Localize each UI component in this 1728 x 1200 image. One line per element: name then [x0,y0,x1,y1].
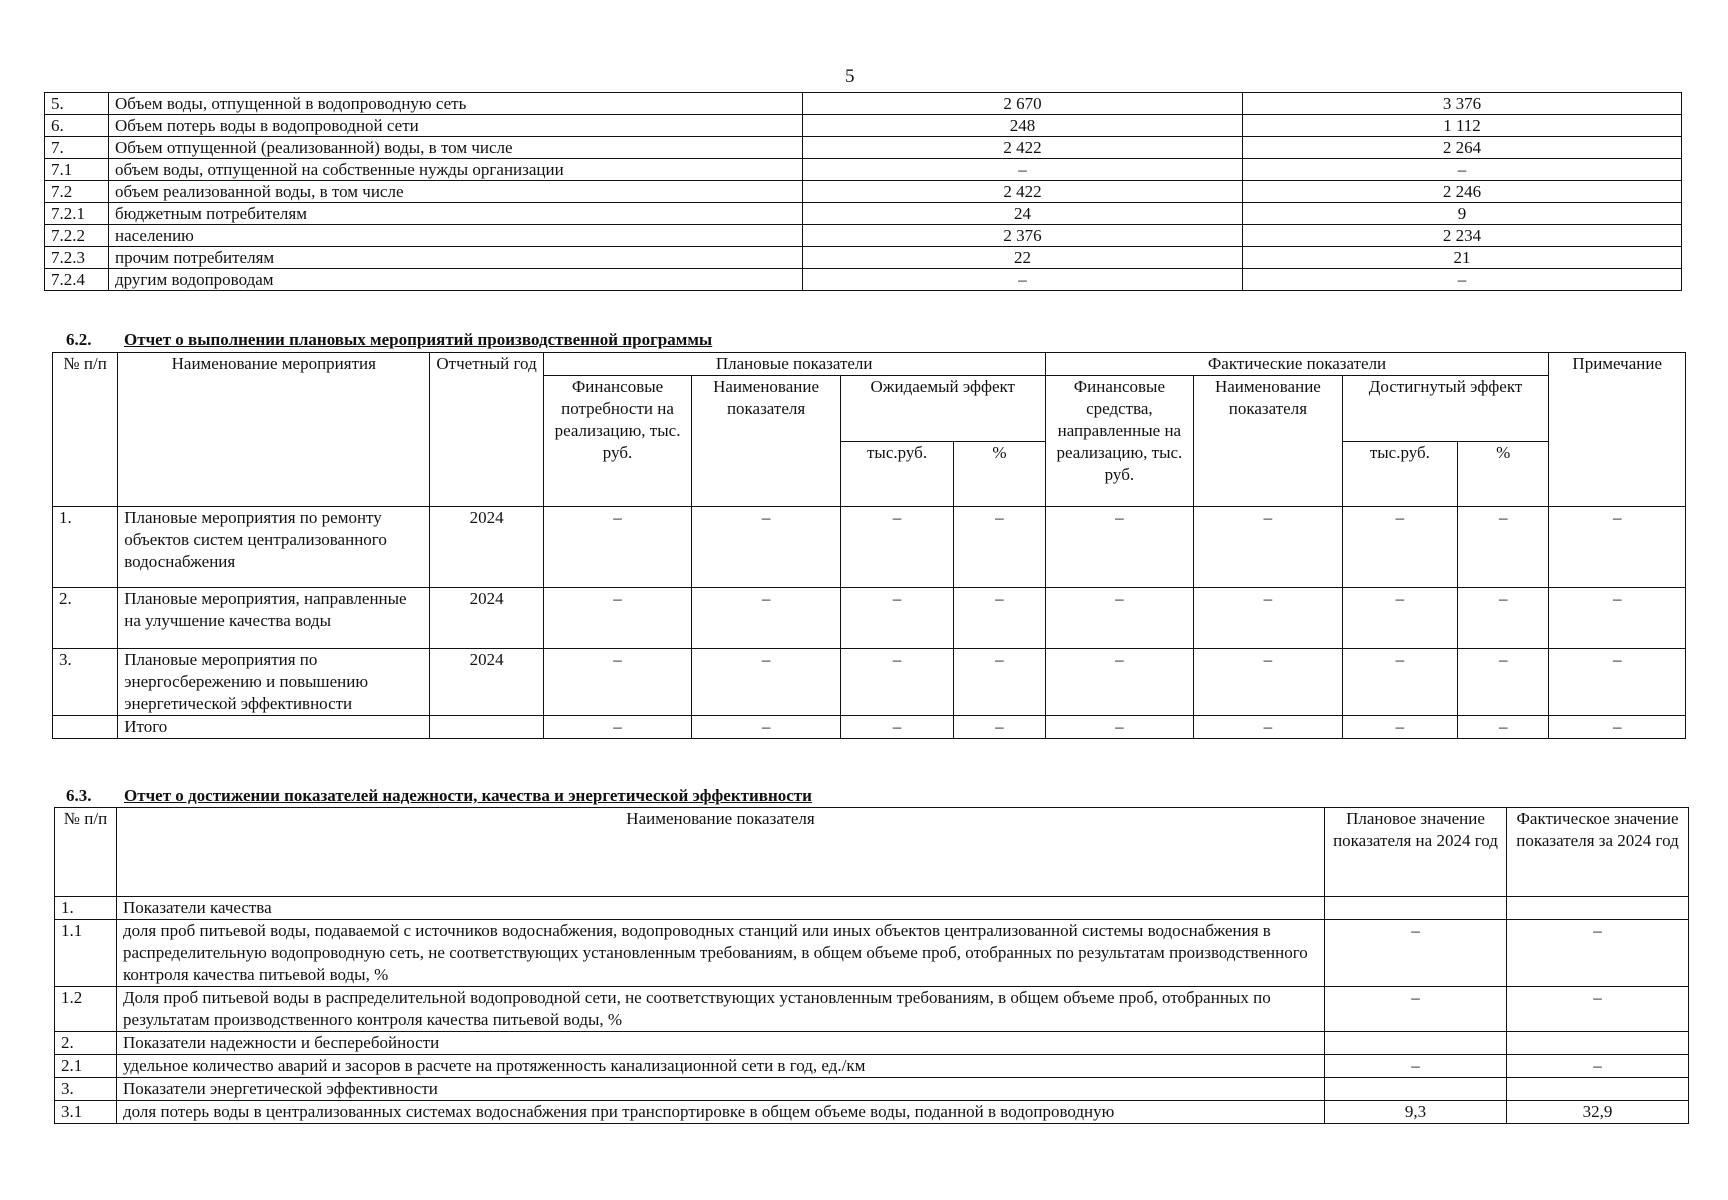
indicator-name: удельное количество аварий и засоров в расчете на протяженность канализационной сети в год, ед./км [117,1055,1325,1078]
value-cell: – [954,649,1045,716]
row-name: Объем потерь воды в водопроводной сети [109,115,803,137]
row-number: 1. [53,507,118,588]
header-note: Примечание [1549,353,1686,507]
value-cell: – [1342,649,1457,716]
row-number: 2.1 [55,1055,117,1078]
header-indicator-name: Наименование показателя [117,808,1325,897]
row-name: объем реализованной воды, в том числе [109,181,803,203]
row-number: 7.2.3 [45,247,109,269]
indicator-name: Показатели надежности и бесперебойности [117,1032,1325,1055]
header-num: № п/п [53,353,118,507]
header-plan-finance: Финансовые потребности на реализацию, тыс. руб. [543,376,692,507]
value-cell: – [1194,507,1343,588]
value-cell: – [692,716,841,739]
value-cell: – [1342,588,1457,649]
fact-value: – [1243,269,1682,291]
plan-value: – [1325,987,1507,1032]
header-fact-pct: % [1458,441,1549,507]
row-number: 7.2 [45,181,109,203]
fact-value: 1 112 [1243,115,1682,137]
section-title-text: Отчет о выполнении плановых мероприятий производственной программы [124,330,713,349]
indicators-table [54,807,1689,1124]
row-name: бюджетным потребителям [109,203,803,225]
header-measure-name: Наименование мероприятия [118,353,430,507]
header-plan-rub: тыс.руб. [840,441,953,507]
value-cell: – [840,588,953,649]
header-fact-finance: Финансовые средства, направленные на реализацию, тыс. руб. [1045,376,1194,507]
fact-value [1507,897,1689,920]
indicator-name: Доля проб питьевой воды в распределительной водопроводной сети, не соответствующих установленным требованиям, в общем объеме проб, отобранных по результатам производственного контроля качества питьевой воды, % [117,987,1325,1032]
table-row [55,1078,1689,1101]
page-number: 5 [845,66,855,87]
table-row [53,649,1686,716]
plan-value [1325,1032,1507,1055]
row-name: Объем воды, отпущенной в водопроводную сеть [109,93,803,115]
row-number: 6. [45,115,109,137]
header-expected-effect: Ожидаемый эффект [840,376,1045,442]
plan-value [1325,1078,1507,1101]
table-row [45,269,1682,291]
fact-value: – [1243,159,1682,181]
section-6-3-title [66,786,812,806]
plan-value: 248 [803,115,1243,137]
fact-value: – [1507,920,1689,987]
plan-value: 2 670 [803,93,1243,115]
row-name: объем воды, отпущенной на собственные нужды организации [109,159,803,181]
header-achieved-effect: Достигнутый эффект [1342,376,1549,442]
header-num: № п/п [55,808,117,897]
value-cell: – [543,716,692,739]
header-plan-indicator: Наименование показателя [692,376,841,507]
row-number: 1.1 [55,920,117,987]
table-row [45,225,1682,247]
value-cell: – [954,507,1045,588]
table-row [53,716,1686,739]
plan-value: 9,3 [1325,1101,1507,1124]
value-cell: – [840,716,953,739]
value-cell: – [840,507,953,588]
plan-value [1325,897,1507,920]
section-number: 6.3. [66,786,92,805]
row-number: 2. [55,1032,117,1055]
row-number: 3. [53,649,118,716]
value-cell: – [1194,649,1343,716]
row-name: прочим потребителям [109,247,803,269]
value-cell: – [1458,588,1549,649]
value-cell: – [1342,507,1457,588]
indicator-name: доля потерь воды в централизованных системах водоснабжения при транспортировке в общем объеме воды, поданной в водопроводную [117,1101,1325,1124]
row-number: 7.1 [45,159,109,181]
report-year [430,716,543,739]
value-cell: – [1045,716,1194,739]
value-cell: – [1549,588,1686,649]
value-cell: – [1458,716,1549,739]
planned-measures-table [52,352,1686,739]
plan-value: – [803,159,1243,181]
table-row [53,588,1686,649]
indicator-name: доля проб питьевой воды, подаваемой с источников водоснабжения, водопроводных станций или иных объектов централизованной системы водоснабжения в распределительную водопроводную сеть, не соответствующих установленным требованиям, в общем объеме проб, отобранных по результатам производственного контроля качества питьевой воды, % [117,920,1325,987]
table-row [55,1055,1689,1078]
table-row [55,1101,1689,1124]
table-row [55,920,1689,987]
plan-value: 2 376 [803,225,1243,247]
header-fact-indicator: Наименование показателя [1194,376,1343,507]
table-row [45,203,1682,225]
fact-value [1507,1032,1689,1055]
fact-value: – [1507,987,1689,1032]
row-number [53,716,118,739]
plan-value: – [1325,1055,1507,1078]
table-row [45,247,1682,269]
fact-value: 21 [1243,247,1682,269]
value-cell: – [954,716,1045,739]
table-row [45,159,1682,181]
row-name: Объем отпущенной (реализованной) воды, в том числе [109,137,803,159]
table-row [45,137,1682,159]
value-cell: – [692,649,841,716]
fact-value: – [1507,1055,1689,1078]
row-name: населению [109,225,803,247]
value-cell: – [1342,716,1457,739]
measure-name: Итого [118,716,430,739]
value-cell: – [1045,588,1194,649]
row-name: другим водопроводам [109,269,803,291]
header-plan-pct: % [954,441,1045,507]
fact-value: 2 264 [1243,137,1682,159]
table-row [45,115,1682,137]
value-cell: – [543,649,692,716]
header-planned: Плановые показатели [543,353,1045,376]
value-cell: – [1194,716,1343,739]
section-number: 6.2. [66,330,92,349]
table-row [45,93,1682,115]
table-row [55,897,1689,920]
value-cell: – [692,507,841,588]
row-number: 7.2.1 [45,203,109,225]
row-number: 5. [45,93,109,115]
measure-name: Плановые мероприятия по ремонту объектов систем централизованного водоснабжения [118,507,430,588]
measure-name: Плановые мероприятия по энергосбережению и повышению энергетической эффективности [118,649,430,716]
row-number: 3.1 [55,1101,117,1124]
value-cell: – [840,649,953,716]
section-title-text: Отчет о достижении показателей надежности, качества и энергетической эффективности [124,786,812,805]
value-cell: – [1549,649,1686,716]
value-cell: – [1458,649,1549,716]
table-row [45,181,1682,203]
fact-value: 3 376 [1243,93,1682,115]
table-row [55,1032,1689,1055]
indicator-name: Показатели качества [117,897,1325,920]
header-year: Отчетный год [430,353,543,507]
header-fact-rub: тыс.руб. [1342,441,1457,507]
plan-value: 24 [803,203,1243,225]
fact-value [1507,1078,1689,1101]
header-plan-value: Плановое значение показателя на 2024 год [1325,808,1507,897]
plan-value: 2 422 [803,137,1243,159]
row-number: 3. [55,1078,117,1101]
section-6-2-title [66,330,712,350]
fact-value: 2 246 [1243,181,1682,203]
value-cell: – [1549,716,1686,739]
table-row [53,507,1686,588]
row-number: 7.2.4 [45,269,109,291]
value-cell: – [543,588,692,649]
value-cell: – [1045,507,1194,588]
header-actual: Фактические показатели [1045,353,1549,376]
value-cell: – [543,507,692,588]
value-cell: – [1194,588,1343,649]
value-cell: – [1045,649,1194,716]
row-number: 1.2 [55,987,117,1032]
row-number: 2. [53,588,118,649]
value-cell: – [692,588,841,649]
fact-value: 32,9 [1507,1101,1689,1124]
fact-value: 2 234 [1243,225,1682,247]
plan-value: 22 [803,247,1243,269]
value-cell: – [954,588,1045,649]
row-number: 7. [45,137,109,159]
indicator-name: Показатели энергетической эффективности [117,1078,1325,1101]
report-year: 2024 [430,649,543,716]
value-cell: – [1458,507,1549,588]
plan-value: 2 422 [803,181,1243,203]
plan-value: – [1325,920,1507,987]
water-volume-table [44,92,1682,291]
measure-name: Плановые мероприятия, направленные на улучшение качества воды [118,588,430,649]
fact-value: 9 [1243,203,1682,225]
plan-value: – [803,269,1243,291]
report-year: 2024 [430,507,543,588]
table-row [55,987,1689,1032]
row-number: 7.2.2 [45,225,109,247]
report-year: 2024 [430,588,543,649]
header-fact-value: Фактическое значение показателя за 2024 год [1507,808,1689,897]
value-cell: – [1549,507,1686,588]
row-number: 1. [55,897,117,920]
